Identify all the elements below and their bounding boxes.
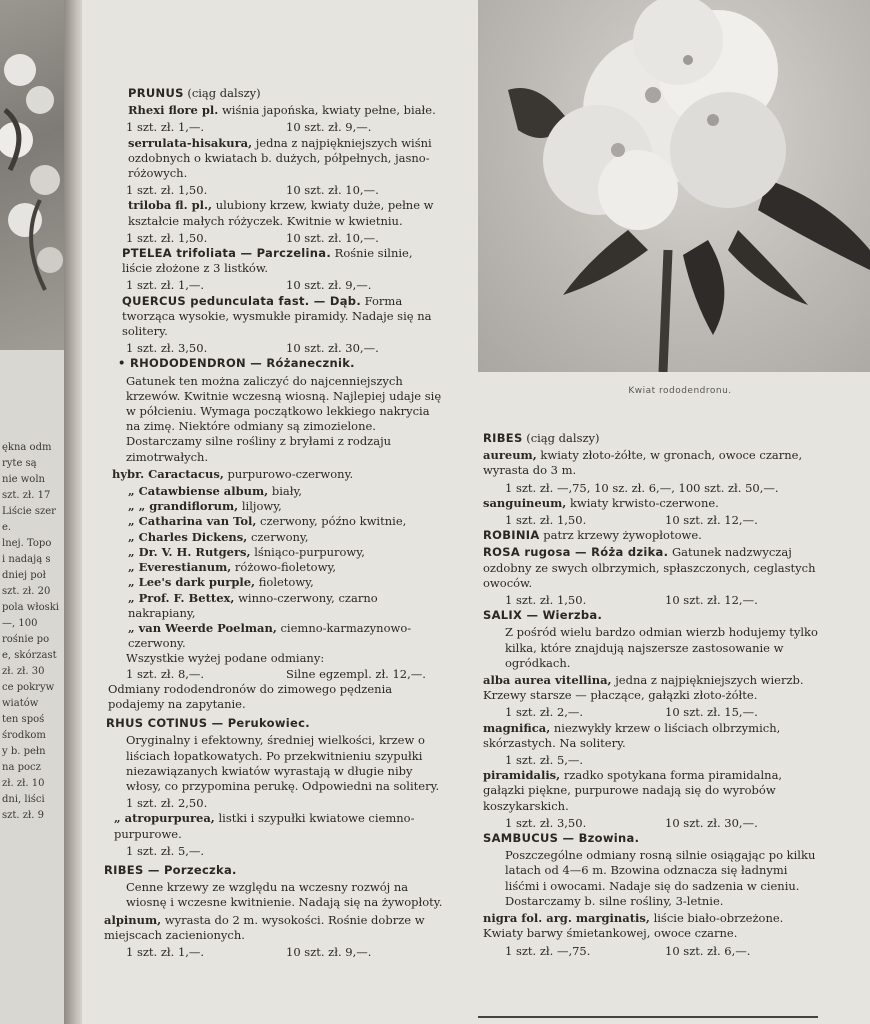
left-page-photo [0, 0, 70, 350]
price-line [483, 944, 819, 959]
price-single: 1 szt. zł. 1,50. [505, 593, 587, 608]
text-fragment: środkom [2, 730, 46, 741]
catalog-entry [104, 136, 444, 182]
price-ten: 10 szt. zł. 10,—. [286, 230, 379, 245]
text-fragment: i nadają s [2, 554, 51, 565]
price-single: 1 szt. zł. 5,—. [505, 753, 584, 768]
variety-name: serrulata-hisakura, [128, 135, 253, 150]
variety-description: różowo-fioletowy, [234, 560, 337, 575]
text-fragment: pola włoski [2, 602, 59, 613]
catalog-entry [483, 496, 819, 511]
variety-description: jedna z najpiękniejszych wiśni ozdobnych o kwiatach b. dużych, półpełnych, jasno-różowych. [128, 135, 432, 181]
continuation-note: (ciąg dalszy) [187, 86, 261, 100]
genus-name: PRUNUS [128, 86, 184, 100]
variety-description: liljowy, [241, 499, 282, 514]
text-fragment: na pocz [2, 762, 41, 773]
variety-description: czerwony, późno kwitnie, [260, 514, 407, 529]
text-fragment: e. [2, 522, 12, 533]
left-column [104, 86, 444, 960]
variety-name: „ Dr. V. H. Rutgers, [128, 544, 251, 559]
catalog-entry [483, 911, 819, 941]
variety-description: winno-czerwony, czarno nakrapiany, [128, 590, 378, 620]
catalog-entry [104, 467, 444, 482]
photo-caption: Kwiat rododendronu. [628, 386, 732, 396]
price-single: 1 szt. zł. 2,50. [126, 796, 208, 811]
variety-description: fioletowy, [258, 575, 314, 590]
variety-description: wyrasta do 2 m. wysokości. Rośnie dobrze w miejscach zacienionych. [104, 912, 425, 942]
genus-name: RIBES — Porzeczka. [104, 862, 237, 877]
price-ten: 10 szt. zł. 12,—. [665, 513, 758, 528]
genus-name: RIBES [483, 431, 523, 445]
genus-name: SAMBUCUS — Bzowina. [483, 831, 640, 846]
variety-name: „ Prof. F. Bettex, [128, 590, 235, 605]
genus-entry-ribes [104, 863, 444, 878]
variety-description: niezwykły krzew o liściach olbrzymich, skórzastych. Na solitery. [483, 720, 781, 750]
genus-description: Gatunek ten można zaliczyć do najcenniejszych krzewów. Kwitnie wczesną wiosną. Najlepiej udaje się w półcieniu. Wymaga początkowo lekkiego nakrycia na zimę. Niektóre odmiany są zimozielone. Dostarczamy silne rośliny z bryłami z rodzaju zimotrwałych. [126, 373, 442, 464]
price-line [104, 183, 444, 198]
list-item [128, 514, 444, 529]
right-column [483, 431, 819, 959]
catalog-entry [104, 198, 444, 228]
variety-description: lśniąco-purpurowy, [254, 544, 365, 559]
genus-description: patrz krzewy żywopłotowe. [543, 528, 702, 543]
price-line [483, 593, 819, 608]
price-ten: 10 szt. zł. 30,—. [665, 815, 758, 830]
price-line [483, 753, 819, 768]
list-item [128, 575, 444, 590]
variety-name: „ Everestianum, [128, 560, 232, 575]
genus-entry-sambucus [483, 831, 819, 846]
catalog-entry [483, 721, 819, 751]
genus-description: Poszczególne odmiany rosną silnie osiągając po kilku latach od 4—6 m. Bzowina odznacza się ładnymi liśćmi i owocami. Nadaje się do sadzenia w cieniu. Dostarczamy b. silne rośliny, 3-letnie. [505, 848, 816, 908]
flower-illustration [0, 40, 70, 340]
price-line [104, 120, 444, 135]
price-ten: 10 szt. zł. 10,—. [286, 183, 379, 198]
left-page-edge [0, 0, 70, 1024]
text-fragment: dni, liści [2, 794, 45, 805]
text-fragment: zł. zł. 30 [2, 666, 45, 677]
genus-name: ROBINIA [483, 528, 540, 543]
price-ten: 10 szt. zł. 9,—. [286, 278, 372, 293]
price-ten: 10 szt. zł. 9,—. [286, 120, 372, 135]
price-line [104, 796, 444, 811]
text-fragment: e, skórzast [2, 650, 57, 661]
catalog-entry [104, 913, 444, 943]
price-line [483, 705, 819, 720]
genus-entry-rhus [104, 716, 444, 731]
genus-description: Z pośród wielu bardzo odmian wierzb hodujemy tylko kilka, które znajdują najszersze zastosowanie w ogródkach. [505, 625, 818, 670]
genus-description: Oryginalny i efektowny, średniej wielkości, krzew o liściach łopatkowatych. Po przekwitnieniu szypułki niezawiązanych kwiatów wyrastają w długie niby włosy, co przypomina perukę. Odpowiedni na solitery. [126, 733, 440, 793]
list-item [128, 591, 444, 621]
list-item [128, 621, 444, 651]
variety-name: nigra fol. arg. marginatis, [483, 911, 650, 926]
catalog-entry [104, 811, 444, 841]
price-single: 1 szt. zł. 5,—. [126, 843, 205, 858]
continuation-note: (ciąg dalszy) [526, 431, 600, 445]
genus-entry-salix [483, 608, 819, 623]
text-fragment: ten spoś [2, 714, 45, 725]
genus-name: • RHODODENDRON — Różanecznik. [118, 356, 355, 371]
variety-name: „ Catharina van Tol, [128, 514, 257, 529]
text-fragment: y b. pełn [2, 746, 46, 757]
variety-description: rzadko spotykana forma piramidalna, gałązki piękne, purpurowe nadają się do wyrobów koszykarskich. [483, 768, 783, 813]
text-fragment: lnej. Topo [2, 538, 52, 549]
genus-name: RHUS COTINUS — Perukowiec. [106, 716, 310, 731]
variety-description: listki i szypułki kwiatowe ciemno-purpurowe. [114, 811, 415, 841]
variety-description: ulubiony krzew, kwiaty duże, pełne w kształcie małych różyczek. Kwitnie w kwietniu. [128, 198, 434, 228]
price-line [104, 341, 444, 356]
catalog-entry [483, 673, 819, 703]
left-page-text [0, 440, 70, 824]
price-line [483, 816, 819, 831]
variety-name: „ atropurpurea, [114, 811, 215, 826]
list-item [128, 530, 444, 545]
price-line [104, 231, 444, 246]
genus-entry-ptelea [104, 246, 444, 276]
text-fragment: dniej poł [2, 570, 46, 581]
text-fragment: szt. zł. 20 [2, 586, 51, 597]
variety-name: „ Charles Dickens, [128, 529, 248, 544]
variety-name: „ Lee's dark purple, [128, 575, 256, 590]
price-line [104, 667, 444, 682]
genus-name: PTELEA trifoliata — Parczelina. [122, 246, 331, 261]
price-line [104, 945, 444, 960]
text-fragment: zł. zł. 10 [2, 778, 45, 789]
genus-name: SALIX — Wierzba. [483, 608, 603, 623]
genus-heading-prunus [104, 86, 444, 101]
bottom-rule [478, 1016, 818, 1018]
price-single: 1 szt. zł. 1,—. [126, 120, 205, 135]
text-fragment: ce pokryw [2, 682, 55, 693]
variety-description: jedna z najpiękniejszych wierzb. Krzewy starsze — płaczące, gałązki złoto-żółte. [483, 673, 804, 703]
rhododendron-flower-image [478, 0, 870, 372]
list-item [128, 484, 444, 499]
genus-entry-rhododendron [104, 356, 444, 371]
text-fragment: nie woln [2, 474, 45, 485]
price-single: 1 szt. zł. 1,—. [126, 944, 205, 959]
price-ten: 10 szt. zł. 12,—. [665, 593, 758, 608]
genus-name: QUERCUS pedunculata fast. — Dąb. [122, 293, 361, 308]
price-ten: 10 szt. zł. 15,—. [665, 705, 758, 720]
genus-entry-robinia [483, 528, 819, 543]
variety-description: ciemno-karmazynowo-czerwony. [128, 620, 412, 651]
variety-name: alba aurea vitellina, [483, 673, 612, 688]
price-single: 1 szt. zł. 3,50. [126, 341, 208, 356]
variety-description: wiśnia japońska, kwiaty pełne, białe. [221, 103, 436, 118]
text-fragment: wiatów [2, 698, 39, 709]
list-item [128, 560, 444, 575]
variety-description: czerwony, [250, 529, 309, 544]
price-single: 1 szt. zł. 3,50. [505, 815, 587, 830]
variety-name: Rhexi flore pl. [128, 103, 219, 118]
price-single: 1 szt. zł. 8,—. [126, 666, 205, 681]
variety-description: liście biało-obrzeżone. Kwiaty barwy śmietankowej, owoce czarne. [483, 911, 784, 941]
price-ten: 10 szt. zł. 9,—. [286, 944, 372, 959]
text-fragment: ękna odm [2, 442, 52, 453]
price-single: 1 szt. zł. 1,50. [505, 513, 587, 528]
price-single: 1 szt. zł. —,75. [505, 943, 591, 958]
genus-description: Rośnie silnie, liście złożone z 3 listków. [122, 246, 413, 276]
price-line [104, 278, 444, 293]
genus-description: Gatunek nadzwyczaj ozdobny ze swych olbrzymich, spłaszczonych, ceglastych owoców. [483, 545, 816, 590]
text-fragment: szt. zł. 17 [2, 490, 51, 501]
variety-name: aureum, [483, 448, 537, 463]
variety-name: piramidalis, [483, 768, 561, 783]
text-fragment: —, 100 [2, 618, 38, 629]
variety-list [104, 484, 444, 651]
price-single: 1 szt. zł. 1,—. [126, 278, 205, 293]
catalog-entry [104, 103, 444, 118]
price-single: 1 szt. zł. 2,—. [505, 705, 584, 720]
catalog-entry [483, 768, 819, 814]
variety-name: magnifica, [483, 720, 551, 735]
genus-name: ROSA rugosa — Róża dzika. [483, 545, 669, 560]
forcing-note: Odmiany rododendronów do zimowego pędzenia podajemy na zapytanie. [108, 681, 393, 711]
text-fragment: Liście szer [2, 506, 56, 517]
variety-name: „ Catawbiense album, [128, 484, 269, 499]
variety-description: biały, [271, 484, 303, 499]
variety-name: hybr. Caractacus, [112, 466, 224, 481]
price-single: 1 szt. zł. 1,50. [126, 183, 208, 198]
variety-description: purpurowo-czerwony. [227, 466, 354, 481]
list-item [128, 499, 444, 514]
variety-name: alpinum, [104, 912, 162, 927]
catalog-entry [483, 448, 819, 478]
price-line [104, 844, 444, 859]
variety-description: kwiaty złoto-żółte, w gronach, owoce czarne, wyrasta do 3 m. [483, 448, 803, 478]
genus-entry-rosa [483, 545, 819, 591]
price-ten: 10 szt. zł. 6,—. [665, 943, 751, 958]
text-fragment: ryte są [2, 458, 37, 469]
price-ten: 10 szt. zł. 30,—. [286, 341, 379, 356]
variety-name: triloba fl. pl., [128, 198, 213, 213]
price-line: 1 szt. zł. —,75, 10 sz. zł. 6,—, 100 szt. zł. 50,—. [505, 480, 779, 495]
genus-entry-quercus [104, 294, 444, 340]
list-item [128, 545, 444, 560]
price-single: 1 szt. zł. 1,50. [126, 230, 208, 245]
rhododendron-photo [478, 0, 870, 372]
price-large-specimen: Silne egzempl. zł. 12,—. [286, 666, 426, 681]
variety-description: kwiaty krwisto-czerwone. [569, 495, 719, 510]
text-fragment: rośnie po [2, 634, 50, 645]
variety-name: „ van Weerde Poelman, [128, 620, 277, 635]
genus-description: Forma tworząca wysokie, wysmukłe piramidy. Nadaje się na solitery. [122, 293, 432, 339]
text-fragment: szt. zł. 9 [2, 810, 45, 821]
genus-description: Cenne krzewy ze względu na wczesny rozwój na wiosnę i wczesne kwitnienie. Nadają się na żywopłoty. [126, 880, 443, 910]
variety-name: „ „ grandiflorum, [128, 499, 239, 514]
variety-name: sanguineum, [483, 495, 567, 510]
price-line [483, 513, 819, 528]
genus-heading-ribes [483, 431, 819, 446]
all-varieties-note: Wszystkie wyżej podane odmiany: [126, 651, 325, 666]
